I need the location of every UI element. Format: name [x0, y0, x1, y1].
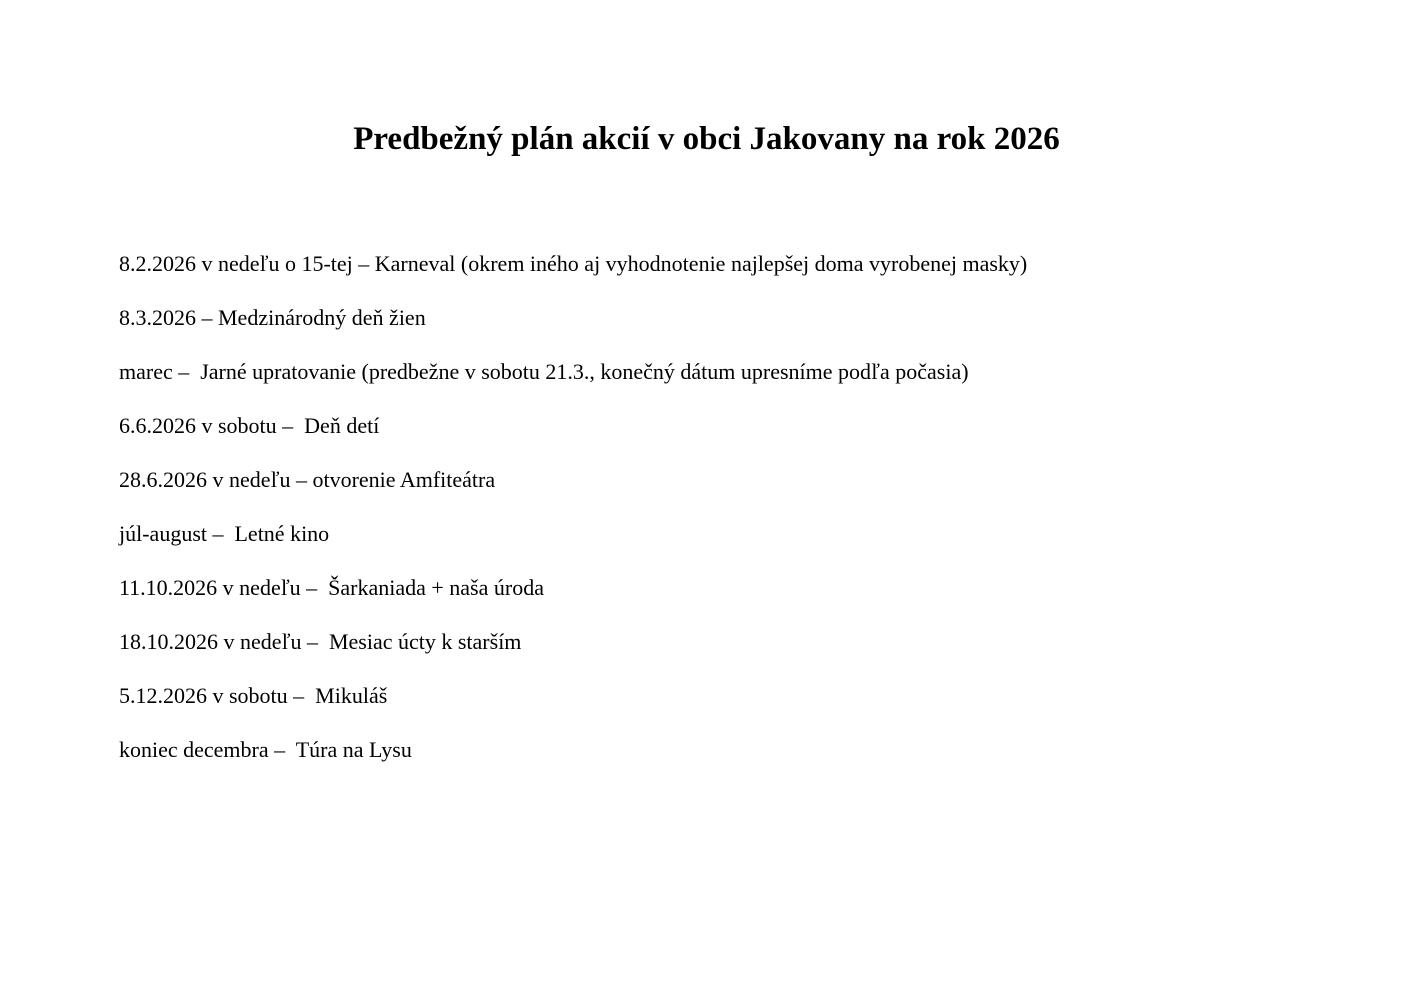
event-item: marec – Jarné upratovanie (predbežne v sobotu 21.3., konečný dátum upresníme podľa počasia) [119, 359, 969, 384]
event-item: koniec decembra – Túra na Lysu [119, 737, 412, 762]
event-item: 28.6.2026 v nedeľu – otvorenie Amfiteátra [119, 467, 496, 492]
event-item: 5.12.2026 v sobotu – Mikuláš [119, 683, 388, 708]
event-item: 18.10.2026 v nedeľu – Mesiac úcty k starším [119, 629, 522, 654]
event-item: júl-august – Letné kino [119, 521, 330, 546]
event-item: 8.3.2026 – Medzinárodný deň žien [119, 305, 426, 330]
event-item: 11.10.2026 v nedeľu – Šarkaniada + naša úroda [119, 575, 544, 600]
event-item: 8.2.2026 v nedeľu o 15-tej – Karneval (okrem iného aj vyhodnotenie najlepšej doma vyrobenej masky) [119, 251, 1028, 276]
event-list [119, 247, 1027, 787]
page-title: Predbežný plán akcií v obci Jakovany na rok 2026 [353, 121, 1060, 157]
event-item: 6.6.2026 v sobotu – Deň detí [119, 413, 380, 438]
